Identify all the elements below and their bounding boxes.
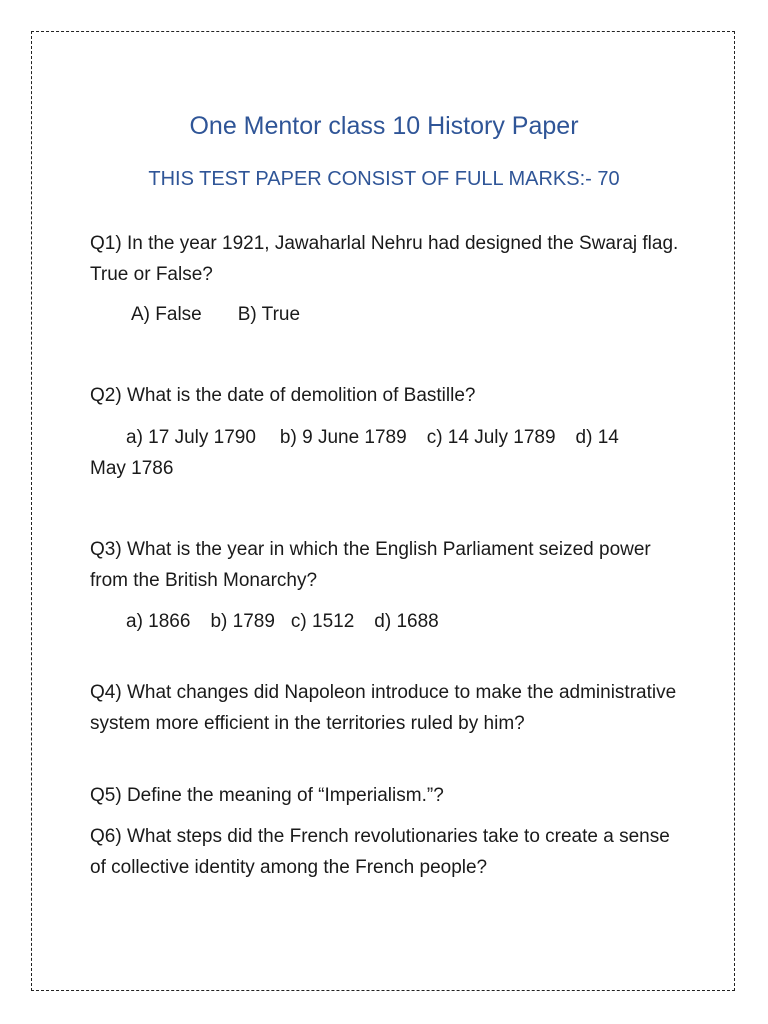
question-6-text: Q6) What steps did the French revolutionaries take to create a sense of collective identity among the French people? [90, 826, 670, 878]
q2-option-d: d) 14 [575, 427, 619, 448]
q2-option-b: b) 9 June 1789 [279, 427, 407, 448]
question-4-text: Q4) What changes did Napoleon introduce to make the administrative system more efficient in the territories ruled by him? [90, 682, 677, 734]
page-title: One Mentor class 10 History Paper [189, 112, 579, 140]
question-3-text: Q3) What is the year in which the English Parliament seized power from the British Monarchy? [90, 539, 651, 591]
q3-option-a: a) 1866 [126, 611, 191, 632]
question-2-options [126, 422, 619, 453]
question-1-text: Q1) In the year 1921, Jawaharlal Nehru had designed the Swaraj flag. True or False? [90, 233, 679, 285]
question-5-text: Q5) Define the meaning of “Imperialism.”? [90, 785, 444, 806]
q3-option-d: d) 1688 [374, 611, 439, 632]
q2-option-a: a) 17 July 1790 [126, 427, 256, 448]
question-3-options [126, 606, 439, 637]
q1-option-b: B) True [237, 304, 301, 325]
q3-option-c: c) 1512 [290, 611, 355, 632]
question-2-text: Q2) What is the date of demolition of Bastille? [90, 385, 476, 406]
question-1-options [131, 299, 300, 330]
q1-option-a: A) False [131, 304, 202, 325]
question-2-options-wrap [90, 453, 173, 484]
page-subtitle: THIS TEST PAPER CONSIST OF FULL MARKS:- 70 [148, 168, 620, 190]
q2-option-c: c) 14 July 1789 [426, 427, 556, 448]
q3-option-b: b) 1789 [210, 611, 275, 632]
q2-option-d-continued: May 1786 [90, 458, 174, 479]
